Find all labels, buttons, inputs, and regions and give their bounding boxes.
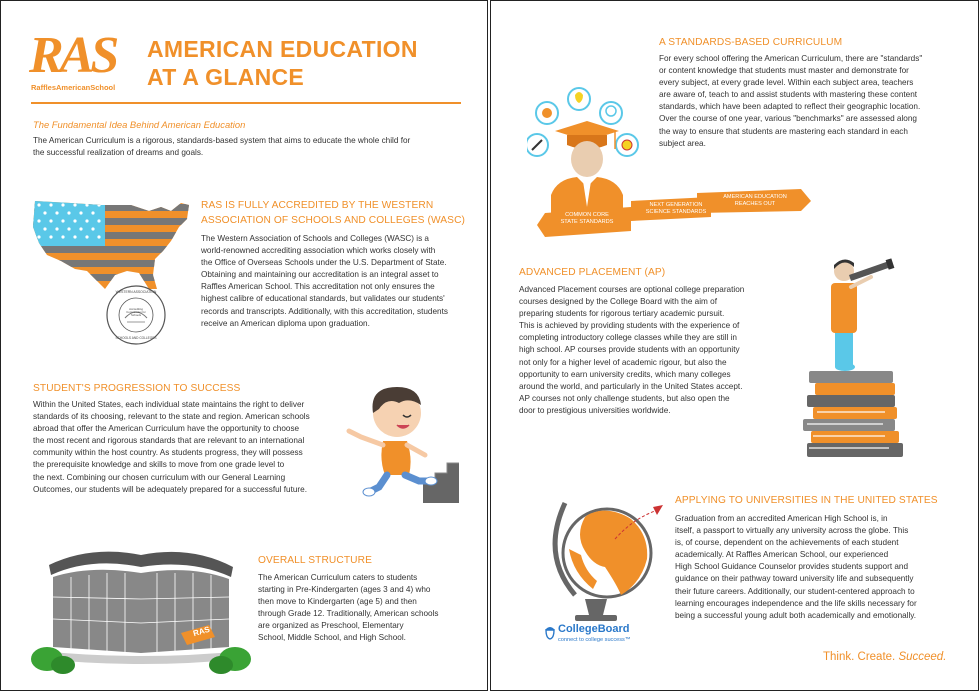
text-line: The American Curriculum is a rigorous, standards-based system that aims to educate the whole child for: [33, 136, 411, 145]
text-line: the way to ensure that students are mastering each standard in each: [659, 126, 908, 136]
text-line: preparing students for rigorous tertiary academic pursuit.: [519, 309, 725, 319]
title-line-1: AMERICAN EDUCATION: [147, 36, 418, 62]
text-line: opportunity to earn university credits, which many colleges: [519, 369, 731, 379]
text-line: world-renowned accrediting association which works closely with: [201, 246, 436, 256]
seal-bottom-text: SCHOOLS AND COLLEGES: [115, 336, 157, 340]
text-line: door to prestigious universities worldwide.: [519, 405, 671, 415]
tagline-think: Think.: [823, 651, 855, 663]
text-line: high school. AP courses provide students with an opportunity: [519, 345, 740, 355]
text-line: are organized as Preschool, Elementary: [258, 621, 404, 631]
text-line: The Western Association of Schools and Colleges (WASC) is a: [201, 234, 429, 243]
seal-mid-text: Accrediting Commission for Schools: [126, 307, 146, 318]
text-line: then move to Kindergarten (age 5) and then: [258, 597, 417, 607]
ribbon-line: NEXT GENERATION: [649, 202, 703, 208]
text-line: AP courses not only challenge students, but also open the: [519, 393, 730, 403]
ribbon-common-core: [539, 212, 635, 226]
ribbon-line: REACHES OUT: [734, 201, 776, 207]
text-line: starting in Pre-Kindergarten (ages 3 and 4) who: [258, 585, 431, 595]
ribbon-line: COMMON CORE: [565, 212, 609, 218]
text-line: academically. At Raffles American School, our experienced: [675, 550, 889, 560]
text-line: not only for a higher level of academic rigour, but also the: [519, 357, 727, 367]
text-line: records and transcripts. Additionally, with this accreditation, students: [201, 306, 448, 316]
text-line: courses designed by the College Board with the aim of: [519, 297, 717, 307]
tagline-succeed: Succeed.: [898, 651, 947, 663]
building-sign: RAS: [192, 624, 211, 639]
text-line: being a successful young adult both academically and emotionally.: [675, 610, 917, 620]
title-divider: [31, 102, 461, 104]
page-title: [147, 35, 418, 91]
collegeboard-tagline: connect to college success™: [558, 637, 631, 643]
text-line: the next. Combining our chosen curriculum with our General Learning: [33, 472, 286, 482]
text-line: Over the course of one year, various "benchmarks" are assessed along: [659, 114, 917, 124]
text-line: Within the United States, each individual state maintains the right to deliver: [33, 400, 305, 409]
subtitle: The Fundamental Idea Behind American Education: [33, 119, 246, 130]
ribbon-line: STATE STANDARDS: [560, 219, 614, 225]
right-page: [490, 0, 979, 691]
seal-top-text: WESTERN ASSOCIATION: [115, 290, 157, 294]
text-line: subject area.: [659, 138, 706, 148]
ribbon-reaches-out: [699, 194, 811, 208]
text-line: or content knowledge that students must master and demonstrate for: [659, 66, 909, 76]
standards-paragraph: [659, 53, 959, 150]
globe-icon: [545, 495, 675, 625]
text-line: standards, which have been adapted to reflect their geographic location.: [659, 102, 921, 112]
text-line: Outcomes, our students will be adequately prepared for a successful future.: [33, 484, 307, 494]
text-line: High School Guidance Counselor provides students support and: [675, 562, 909, 572]
tagline: [823, 651, 946, 663]
text-line: This is achieved by providing students with the experience of: [519, 321, 740, 331]
text-line: abroad that offer the American Curriculum have the opportunity to choose: [33, 424, 300, 434]
universities-paragraph: [675, 513, 965, 622]
text-line: the Office of Overseas Schools under the U.S. Department of State.: [201, 258, 447, 268]
left-page: [0, 0, 488, 691]
text-line: community within the host country. As students progress, they will possess: [33, 448, 303, 458]
text-line: itself, a passport to virtually any university across the globe. This: [675, 526, 909, 536]
usa-flag-map-icon: [31, 197, 193, 293]
logo-subtitle: RafflesAmericanSchool: [31, 83, 116, 92]
text-line: Advanced Placement courses are optional college preparation: [519, 285, 745, 294]
ras-logo: [29, 27, 129, 92]
text-line: learning encourages independence and the life skills necessary for: [675, 598, 917, 608]
logo-letters: RAS: [29, 27, 116, 84]
text-line: The American Curriculum caters to students: [258, 573, 418, 582]
wasc-paragraph: [201, 233, 481, 330]
ribbon-line: AMERICAN EDUCATION: [723, 194, 787, 200]
wasc-heading: [201, 198, 465, 228]
school-building-icon: [31, 541, 253, 681]
text-line: guidance on their pathway toward university life and subsequently: [675, 574, 914, 584]
standards-heading: A STANDARDS-BASED CURRICULUM: [659, 37, 843, 48]
text-line: around the world, and particularly in the United States accept.: [519, 381, 743, 391]
text-line: every subject, at every grade level. Within each subject area, teachers: [659, 78, 914, 88]
ap-paragraph: [519, 284, 799, 417]
text-line: standards of its choosing, relevant to the state and region. American schools: [33, 412, 310, 422]
text-line: highest calibre of educational standards, but validates our students': [201, 294, 445, 304]
text-line: receive an American diploma upon graduation.: [201, 318, 370, 328]
text-line: Graduation from an accredited American High School is, in: [675, 514, 888, 523]
title-line-2: AT A GLANCE: [147, 64, 305, 90]
text-line: are aware of, teach to and assist students with mastering these content: [659, 90, 918, 100]
tagline-create: Create.: [857, 651, 896, 663]
wasc-seal: [105, 284, 167, 346]
text-line: Obtaining and maintaining our accreditation is an integral asset to: [201, 270, 439, 280]
progression-paragraph: [33, 399, 353, 496]
structure-paragraph: [258, 572, 478, 645]
structure-heading: OVERALL STRUCTURE: [258, 555, 372, 566]
text-line: completing introductory college classes while they are still in: [519, 333, 737, 343]
ap-heading: ADVANCED PLACEMENT (AP): [519, 267, 666, 278]
collegeboard-name: CollegeBoard: [558, 623, 630, 635]
ribbon-line: SCIENCE STANDARDS: [645, 209, 707, 215]
intro-paragraph: [33, 135, 463, 159]
text-line: Raffles American School. This accreditation not only ensures the: [201, 282, 435, 292]
heading-line: ASSOCIATION OF SCHOOLS AND COLLEGES (WASC): [201, 215, 466, 226]
text-line: is, of course, dependent on the achievements of each student: [675, 538, 899, 548]
text-line: the prerequisite knowledge and skills to move from one grade level to: [33, 460, 285, 470]
student-telescope-books-icon: [799, 257, 929, 463]
acorn-icon: [543, 624, 557, 640]
progression-heading: STUDENT'S PROGRESSION TO SUCCESS: [33, 383, 241, 394]
text-line: the successful realization of dreams and goals.: [33, 148, 204, 158]
universities-heading: APPLYING TO UNIVERSITIES IN THE UNITED STATES: [675, 495, 938, 506]
heading-line: RAS IS FULLY ACCREDITED BY THE WESTERN: [201, 200, 434, 211]
text-line: their future careers. Additionally, our student-centered approach to: [675, 586, 915, 596]
text-line: through Grade 12. Traditionally, American schools: [258, 609, 439, 619]
text-line: School, Middle School, and High School.: [258, 633, 406, 643]
text-line: For every school offering the American Curriculum, there are "standards": [659, 54, 923, 63]
text-line: the most recent and rigorous standards that are relevant to an international: [33, 436, 305, 446]
boy-climbing-stairs-icon: [339, 379, 469, 507]
